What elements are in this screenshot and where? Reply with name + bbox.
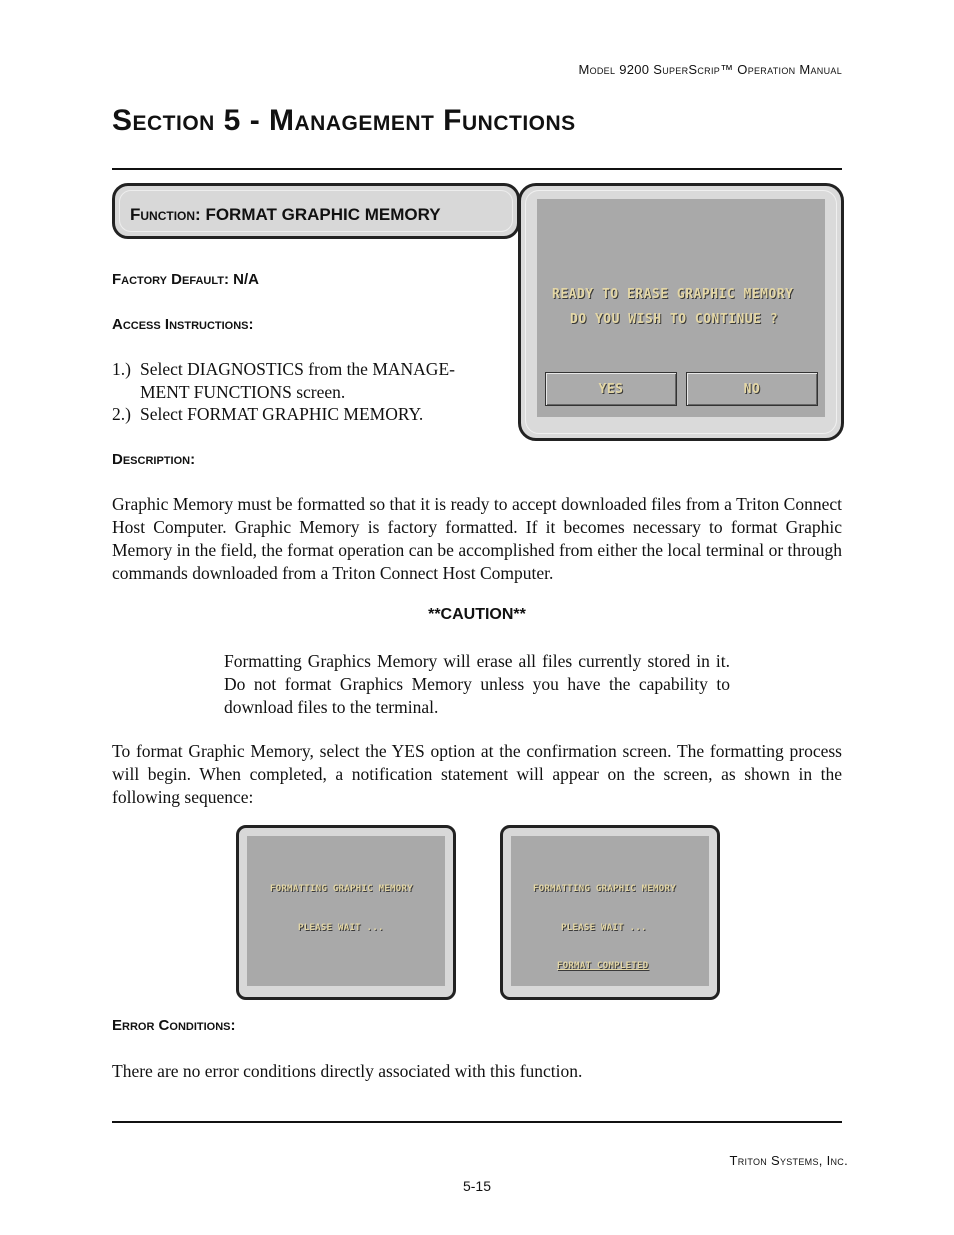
seq1-line-wait: PLEASE WAIT ... xyxy=(298,923,384,933)
page-number: 5-15 xyxy=(462,1178,492,1194)
step-2-text: Select FORMAT GRAPHIC MEMORY. xyxy=(140,404,424,424)
seq1-line-formatting: FORMATTING GRAPHIC MEMORY xyxy=(270,884,413,894)
errors-heading: Error Conditions: xyxy=(112,1017,236,1034)
seq2-line-wait: PLEASE WAIT ... xyxy=(561,923,647,933)
description-heading: Description: xyxy=(112,451,196,468)
caution-heading: **CAUTION** xyxy=(428,606,526,623)
caution-text: Formatting Graphics Memory will erase all files currently stored in it. Do not format Graphics Memory unless you have the capability to download files to the terminal. xyxy=(224,651,730,717)
yes-button[interactable] xyxy=(545,372,677,406)
screen-line-continue: DO YOU WISH TO CONTINUE ? xyxy=(570,312,779,327)
company-name: Triton Systems, Inc. xyxy=(729,1153,848,1168)
errors-text: There are no error conditions directly associated with this function. xyxy=(112,1061,583,1081)
access-heading: Access Instructions: xyxy=(112,316,254,333)
function-title xyxy=(130,205,441,225)
section-title: Section 5 - Management Functions xyxy=(112,104,576,137)
description-paragraph: Graphic Memory must be formatted so that it is ready to accept downloaded files from a Triton Connect Host Computer. Graphic Memory is factory formatted. If it becomes necessary to format Graphic Memory in the field, the format operation can be accomplished from either the local terminal or through commands downloaded from a Triton Connect Host Computer. xyxy=(112,494,842,583)
function-name: FORMAT GRAPHIC MEMORY xyxy=(205,205,441,224)
step-1-text-line1: Select DIAGNOSTICS from the MANAGE- xyxy=(140,359,455,379)
factory-default-label: Factory Default: xyxy=(112,271,229,288)
bottom-divider xyxy=(112,1121,842,1123)
no-button-label: NO xyxy=(743,381,761,397)
seq2-line-formatting: FORMATTING GRAPHIC MEMORY xyxy=(533,884,676,894)
step-1-number: 1.) xyxy=(112,359,131,379)
step-1-text-line2: MENT FUNCTIONS screen. xyxy=(140,382,346,402)
manual-title: Model 9200 SuperScrip™ Operation Manual xyxy=(578,62,842,77)
screen-line-ready: READY TO ERASE GRAPHIC MEMORY xyxy=(552,287,794,302)
factory-default-value: N/A xyxy=(233,271,259,288)
sequence-screen-1 xyxy=(247,836,445,986)
yes-button-label: YES xyxy=(598,381,624,397)
factory-default xyxy=(112,271,259,288)
procedure-paragraph: To format Graphic Memory, select the YES option at the confirmation screen. The formatting process will begin. When completed, a notification statement will appear on the screen, as shown in the following sequence: xyxy=(112,741,842,807)
no-button[interactable] xyxy=(686,372,818,406)
seq2-line-completed: FORMAT COMPLETED xyxy=(557,961,649,971)
top-divider xyxy=(112,168,842,170)
function-prefix: Function: xyxy=(130,205,201,224)
step-2-number: 2.) xyxy=(112,404,131,424)
